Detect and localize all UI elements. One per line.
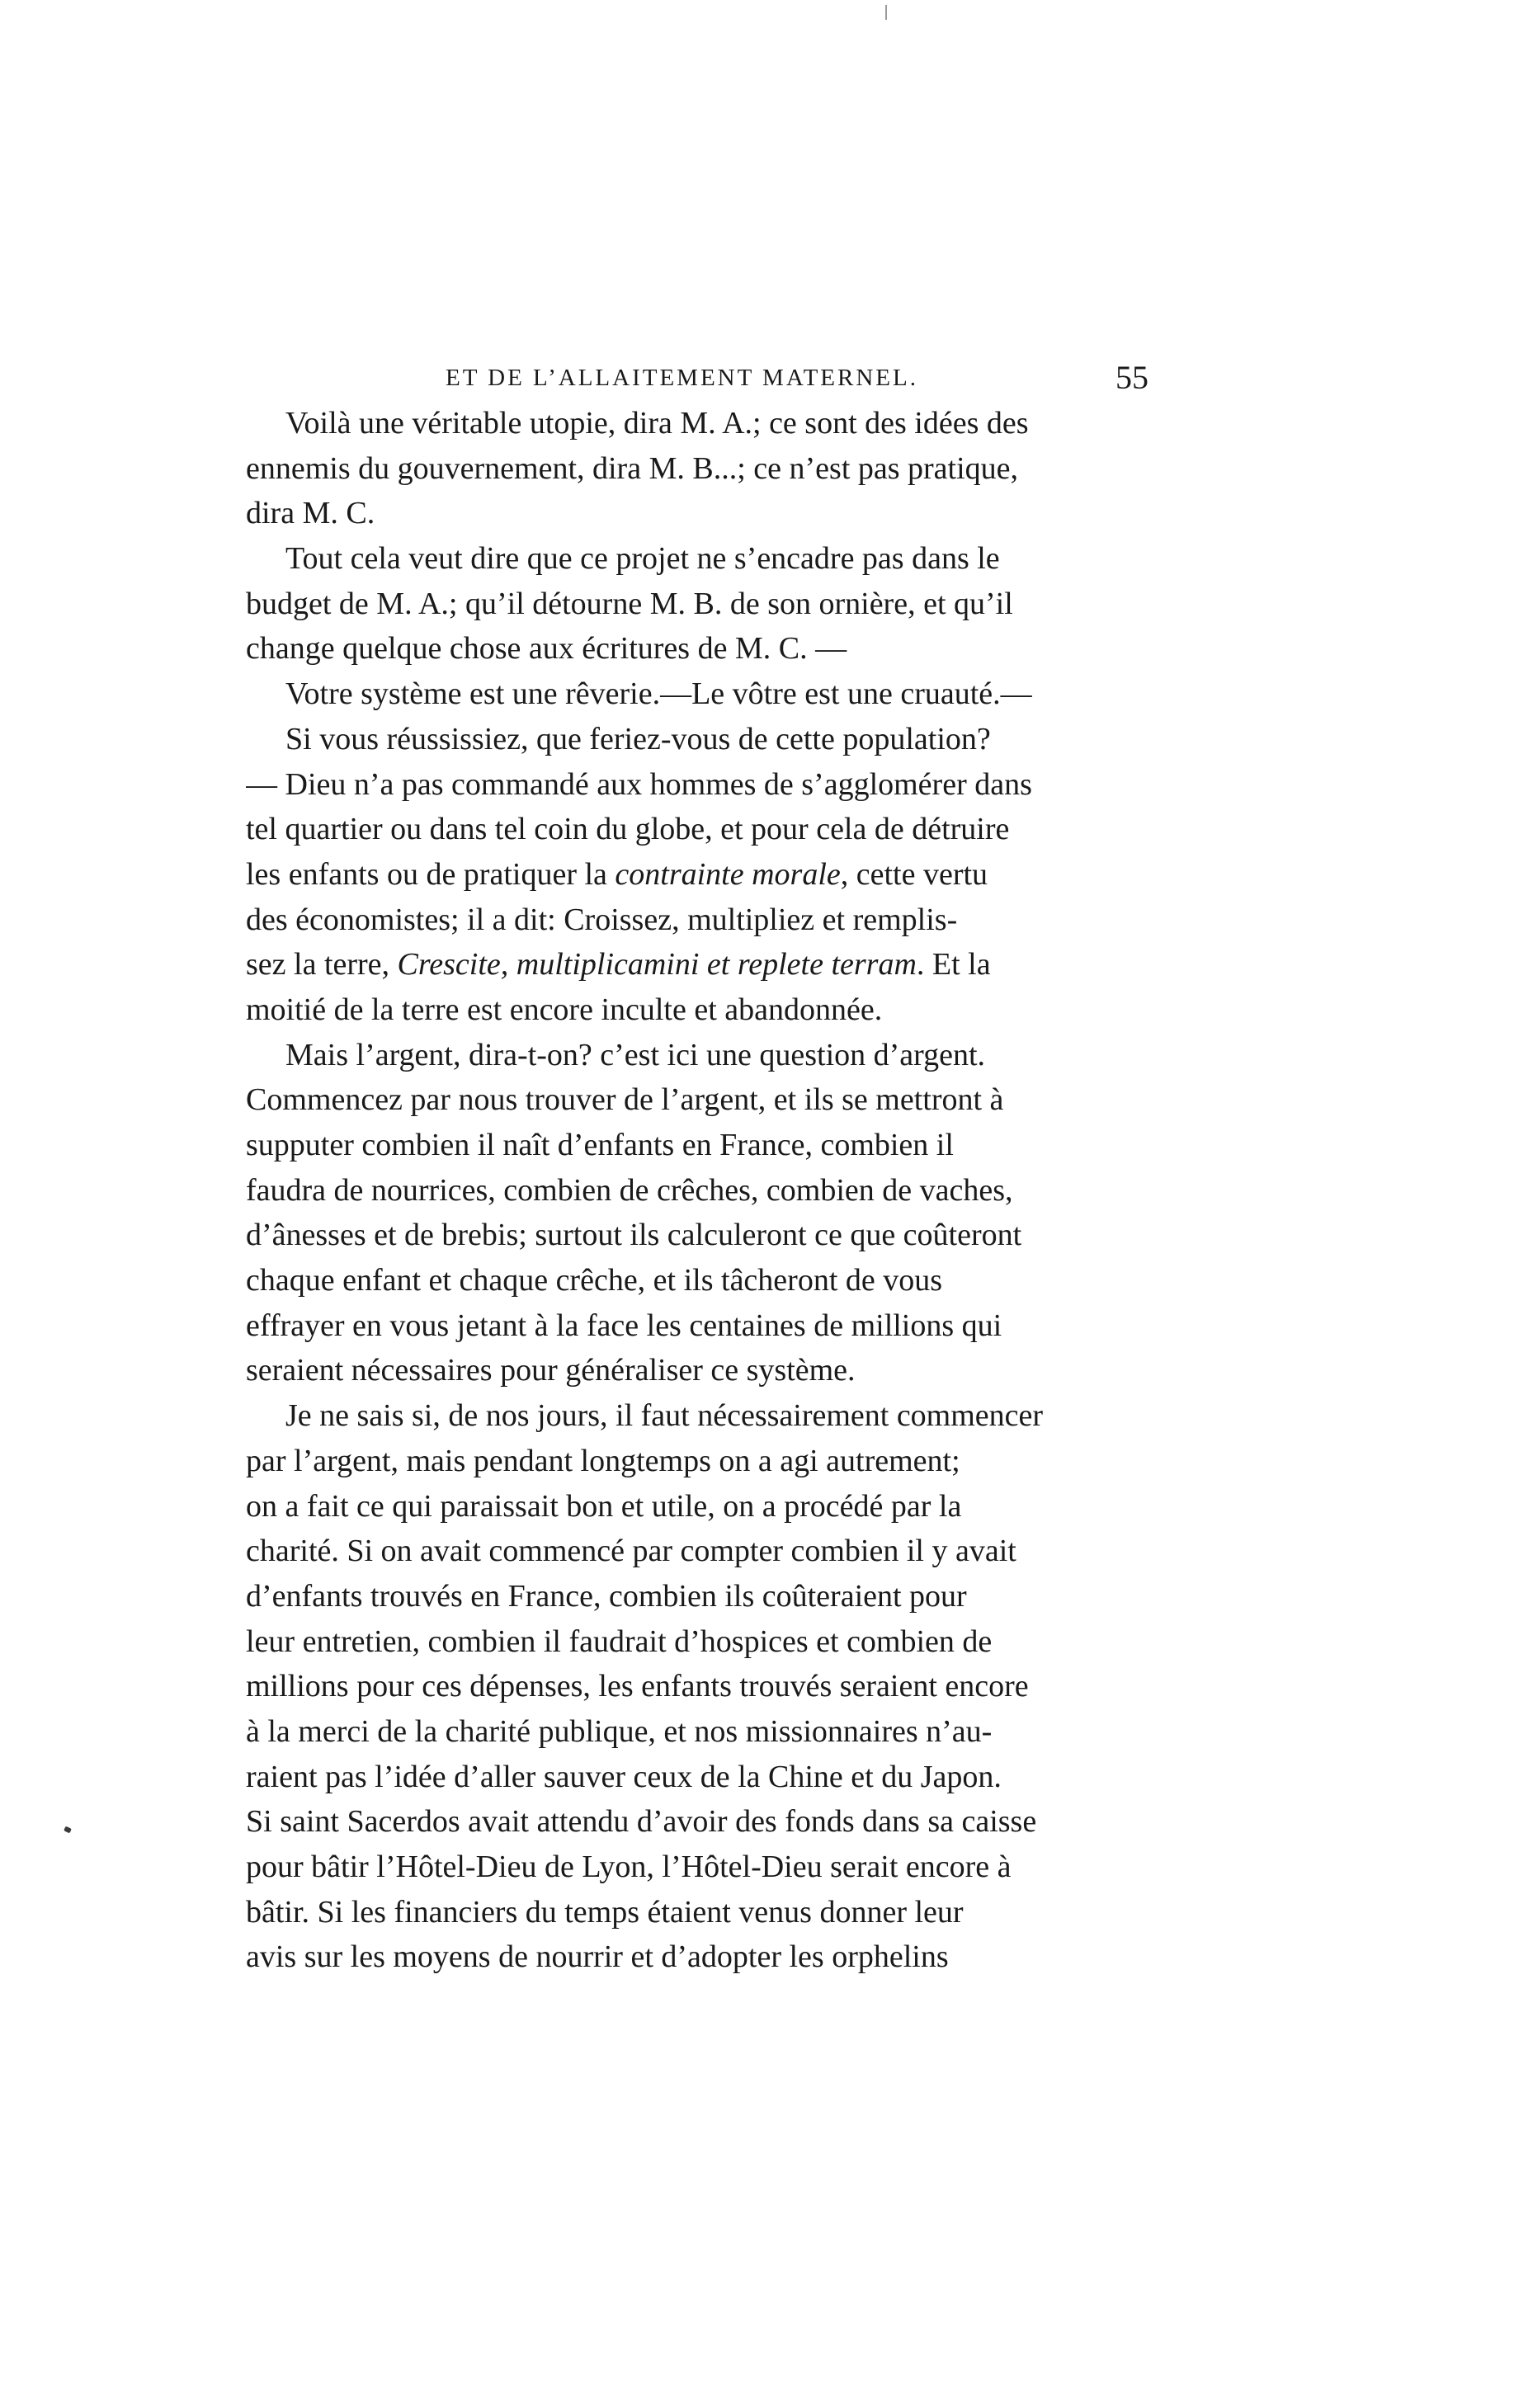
- text-line: Voilà une véritable utopie, dira M. A.; ce sont des idées des: [285, 406, 1029, 441]
- page-number: 55: [1115, 359, 1148, 396]
- italic-quotation: Crescite, multiplicamini et replete terram: [397, 947, 917, 983]
- text-line: seraient nécessaires pour généraliser ce système.: [246, 1353, 856, 1388]
- text-line: raient pas l’idée d’aller sauver ceux de la Chine et du Japon.: [246, 1759, 1002, 1794]
- scan-speck: [64, 1826, 72, 1834]
- text-line: ennemis du gouvernement, dira M. B...; ce n’est pas pratique,: [246, 450, 1019, 486]
- text-line: à la merci de la charité publique, et nos missionnaires n’au-: [246, 1713, 993, 1749]
- text-line: avis sur les moyens de nourrir et d’adopter les orphelins: [246, 1939, 949, 1975]
- scan-mark: [885, 5, 887, 20]
- text-segment: , cette vertu: [840, 856, 988, 892]
- text-line: Commencez par nous trouver de l’argent, et ils se mettront à: [246, 1082, 1004, 1118]
- running-head: [446, 353, 1148, 403]
- text-line: par l’argent, mais pendant longtemps on a agi autrement;: [246, 1443, 960, 1478]
- text-line: leur entretien, combien il faudrait d’hospices et combien de: [246, 1623, 993, 1659]
- text-line: on a fait ce qui paraissait bon et utile, on a procédé par la: [246, 1488, 962, 1524]
- text-line: supputer combien il naît d’enfants en France, combien il: [246, 1128, 954, 1162]
- body-text: [246, 401, 1148, 1980]
- text-line: effrayer en vous jetant à la face les centaines de millions qui: [246, 1308, 1002, 1343]
- text-line: Je ne sais si, de nos jours, il faut nécessairement commencer: [285, 1398, 1044, 1434]
- text-line: Si vous réussissiez, que feriez-vous de cette population?: [285, 721, 991, 756]
- text-segment: . Et la: [916, 947, 991, 983]
- text-line: d’enfants trouvés en France, combien ils coûteraient pour: [246, 1578, 967, 1614]
- text-line: chaque enfant et chaque crêche, et ils tâcheront de vous: [246, 1263, 943, 1298]
- text-line: Votre système est une rêverie.—Le vôtre est une cruauté.—: [285, 676, 1032, 712]
- text-line: Tout cela veut dire que ce projet ne s’encadre pas dans le: [285, 541, 1000, 577]
- text-line: faudra de nourrices, combien de crêches, combien de vaches,: [246, 1172, 1013, 1208]
- text-line: d’ânesses et de brebis; surtout ils calculeront ce que coûteront: [246, 1218, 1022, 1253]
- text-line: budget de M. A.; qu’il détourne M. B. de son ornière, et qu’il: [246, 586, 1013, 621]
- italic-phrase: contrainte morale: [615, 856, 841, 892]
- text-line: charité. Si on avait commencé par compter combien il y avait: [246, 1534, 1016, 1569]
- text-line-mixed: [246, 942, 1148, 987]
- text-line: — Dieu n’a pas commandé aux hommes de s’agglomérer dans: [246, 766, 1032, 802]
- text-segment: les enfants ou de pratiquer la: [246, 856, 607, 892]
- text-line-mixed: [246, 852, 1148, 898]
- text-line: moitié de la terre est encore inculte et abandonnée.: [246, 992, 883, 1027]
- text-line: des économistes; il a dit: Croissez, multipliez et remplis-: [246, 902, 958, 937]
- text-line: Mais l’argent, dira-t-on? c’est ici une question d’argent.: [285, 1037, 986, 1072]
- text-line: pour bâtir l’Hôtel-Dieu de Lyon, l’Hôtel-Dieu serait encore à: [246, 1850, 1012, 1884]
- text-line: Si saint Sacerdos avait attendu d’avoir des fonds dans sa caisse: [246, 1804, 1037, 1840]
- text-line: change quelque chose aux écritures de M. C. —: [246, 631, 847, 667]
- text-segment: sez la terre,: [246, 947, 390, 983]
- text-line: tel quartier ou dans tel coin du globe, et pour cela de détruire: [246, 812, 1010, 847]
- text-line: millions pour ces dépenses, les enfants trouvés seraient encore: [246, 1669, 1029, 1704]
- text-line: bâtir. Si les financiers du temps étaient venus donner leur: [246, 1894, 964, 1930]
- text-line: dira M. C.: [246, 496, 375, 531]
- running-title: ET DE L’ALLAITEMENT MATERNEL.: [446, 365, 918, 391]
